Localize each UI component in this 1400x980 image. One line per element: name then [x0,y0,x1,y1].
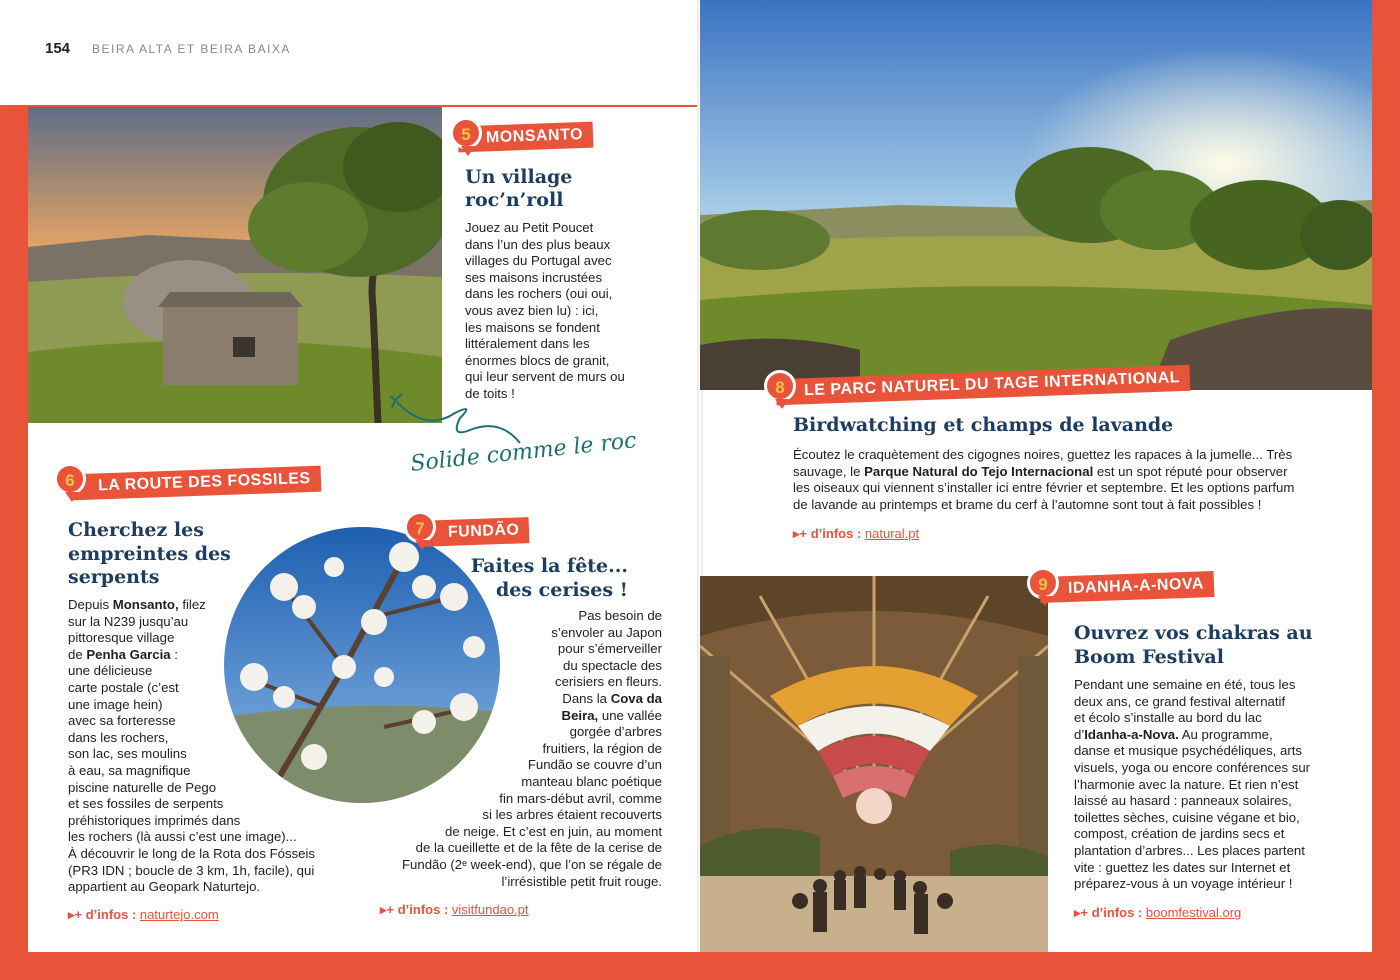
idanha-body-line: l’harmonie avec la nature. Et rien n’est [1074,776,1299,792]
pin-7-number: 7 [415,519,425,538]
page-number: 154 [45,40,71,57]
fossiles-body-line: et ses fossiles de serpents [68,796,224,812]
fossiles-body-line: de Penha Garcia : [68,646,178,662]
fundao-infos-label: ▸+ d’infos : [380,902,449,917]
fundao-infos [380,902,529,918]
parc-infos-label: ▸+ d’infos : [793,526,862,541]
fundao-infos-link[interactable]: visitfundao.pt [451,902,529,917]
monsanto-body [465,220,655,403]
pin-8 [764,370,796,402]
fundao-body-line: fruitiers, la région de [542,740,662,756]
monsanto-body-line: dans les rochers (oui oui, [465,286,613,302]
fossiles-infos-label: ▸+ d’infos : [68,907,137,922]
monsanto-body-line: vous avez bien lu) : ici, [465,302,599,318]
fossiles-body-line: À découvrir le long de la Rota dos Fósseis [68,845,316,861]
fundao-title-line-1: Faites la fête... [470,555,628,577]
fossiles-body-line: (PR3 IDN ; boucle de 3 km, 1h, facile), qui [68,862,315,878]
fossiles-body-line: appartient au Geopark Naturtejo. [68,879,261,895]
parc-body [793,447,1333,513]
monsanto-body-line: littéralement dans les [465,336,590,352]
frame-bottom [0,952,1400,980]
monsanto-body-line: qui leur servent de murs ou [465,369,625,385]
fossiles-title-line-2: empreintes des [68,542,231,565]
fossiles-infos-link[interactable]: naturtejo.com [139,907,219,922]
pin-9-number: 9 [1038,575,1048,594]
fossiles-title [68,519,231,590]
fundao-body-line: l’irrésistible petit fruit rouge. [501,873,662,889]
idanha-title [1074,622,1313,669]
idanha-body-line: vite : guettez les dates sur Internet et [1074,859,1291,875]
parc-body-line: Écoutez le craquètement des cigognes noires, guettez les rapaces à la jumelle... Très [793,447,1293,462]
fossiles-body-line: piscine naturelle de Pego [68,779,217,795]
tag-parc: LE PARC NATUREL DU TAGE INTERNATIONAL [776,365,1191,405]
tag-fossiles: LA ROUTE DES FOSSILES [70,466,321,501]
pin-9 [1027,567,1059,599]
tag-fundao: FUNDÃO [420,517,530,547]
fossiles-title-line-3: serpents [68,566,160,588]
fossiles-infos [68,907,219,923]
parc-photo [700,0,1372,390]
idanha-title-line-1: Ouvrez vos chakras au [1074,622,1313,644]
monsanto-body-line: Jouez au Petit Poucet [465,220,594,235]
parc-infos-link[interactable]: natural.pt [864,526,920,541]
tag-idanha: IDANHA-A-NOVA [1040,571,1215,603]
fundao-body-line: fin mars-début avril, comme [499,790,662,806]
fossiles-body-line: préhistoriques imprimés dans [68,812,241,828]
monsanto-body-line: ses maisons incrustées [465,269,603,285]
boom-festival-photo [700,576,1048,952]
handwritten-note: Solide comme le roc [409,428,638,477]
monsanto-photo [28,107,442,423]
parc-body-line: sauvage, le Parque Natural do Tejo Internacional est un spot réputé pour observer [793,463,1288,479]
pin-7 [404,511,436,543]
pin-6-number: 6 [65,471,75,490]
idanha-title-line-2: Boom Festival [1074,645,1224,668]
fundao-body-line: Beira, une vallée [561,707,662,723]
monsanto-body-line: énormes blocs de granit, [465,352,610,368]
fundao-body-line: s’envoler au Japon [551,624,662,640]
monsanto-title: Un village roc’n’roll [465,166,573,211]
fundao-body-line: gorgée d’arbres [569,724,662,740]
fossiles-body-line: Depuis Monsanto, filez [68,597,206,612]
fundao-body-line: Fundão (2ᵉ week-end), que l’on se régale de [401,856,662,872]
fundao-body-line: de neige. Et c’est en juin, au moment [445,823,662,839]
idanha-body-line: laissé au hasard : panneaux solaires, [1074,793,1292,809]
idanha-body [1074,677,1354,893]
fundao-body-line: Dans la Cova da [562,690,662,706]
fossiles-body-line: une image hein) [68,696,163,712]
idanha-body-line: Pendant une semaine en été, tous les [1074,677,1296,692]
fossiles-body-line: une délicieuse [68,663,153,679]
fossiles-body-line: dans les rochers, [68,729,169,745]
pin-6 [54,463,86,495]
idanha-body-line: compost, création de jardins secs et [1074,826,1285,842]
frame-left [0,105,28,980]
pin-5-number: 5 [461,125,471,144]
idanha-infos [1074,905,1241,921]
monsanto-body-line: de toits ! [465,385,515,401]
idanha-body-line: d’Idanha-a-Nova. Au programme, [1074,726,1273,742]
fossiles-body-line: à eau, sa magnifique [68,762,191,778]
pin-8-number: 8 [775,378,785,397]
idanha-infos-label: ▸+ d’infos : [1074,905,1143,920]
fossiles-body-line: les rochers (là aussi c’est une image)... [68,829,297,845]
section-title: BEIRA ALTA ET BEIRA BAIXA [92,42,291,56]
fundao-title [470,555,628,602]
fossiles-body-line: carte postale (c’est [68,679,179,695]
fundao-body-line: cerisiers en fleurs. [554,674,662,690]
parc-body-line: les oiseaux qui viennent s’installer ici entre février et septembre. Et les options parfum [793,480,1295,496]
idanha-body-line: deux ans, ce grand festival alternatif [1074,693,1286,709]
parc-infos [793,526,919,542]
monsanto-body-line: les maisons se fondent [465,319,600,335]
fundao-body [340,608,662,890]
fundao-body-line: du spectacle des [563,657,662,673]
parc-title: Birdwatching et champs de lavande [793,414,1174,436]
monsanto-body-line: villages du Portugal avec [465,253,612,269]
fossiles-body-line: avec sa forteresse [68,713,176,729]
fundao-body-line: manteau blanc poétique [521,773,662,789]
pin-5-front [450,117,482,149]
monsanto-body-line: dans l’un des plus beaux [465,236,611,252]
parc-body-line: de lavande au printemps et brame du cerf à l’automne sont tout à fait possibles ! [793,496,1262,512]
frame-right [1372,0,1400,980]
tag-monsanto: MONSANTO [458,122,594,153]
idanha-body-line: et écolo s’installe au bord du lac [1074,710,1262,726]
idanha-body-line: préparez-vous à un voyage intérieur ! [1074,876,1293,892]
fundao-body-line: de la cueillette et de la fête de la cerise de [415,840,662,856]
fossiles-body-line: son lac, ses moulins [68,746,187,762]
idanha-body-line: danse et musique psychédéliques, arts [1074,743,1302,759]
idanha-body-line: visuels, yoga ou encore conférences sur [1074,759,1311,775]
fundao-body-line: pour s’émerveiller [557,641,662,657]
idanha-infos-link[interactable]: boomfestival.org [1145,905,1242,920]
fossiles-body-line: sur la N239 jusqu’au [68,613,189,629]
fundao-body-line: si les arbres étaient recouverts [482,807,662,823]
fundao-body-line: Fundão se couvre d’un [527,757,662,773]
fundao-body-line: Pas besoin de [578,608,662,623]
fossiles-body-line: pittoresque village [68,630,175,646]
fundao-title-line-2: des cerises ! [495,578,628,601]
idanha-body-line: plantation d’arbres... Les places partent [1074,842,1305,858]
handwritten-arrow [380,388,530,448]
fossiles-title-line-1: Cherchez les [68,519,204,541]
idanha-body-line: toilettes sèches, cuisine végane et bio, [1074,809,1300,825]
